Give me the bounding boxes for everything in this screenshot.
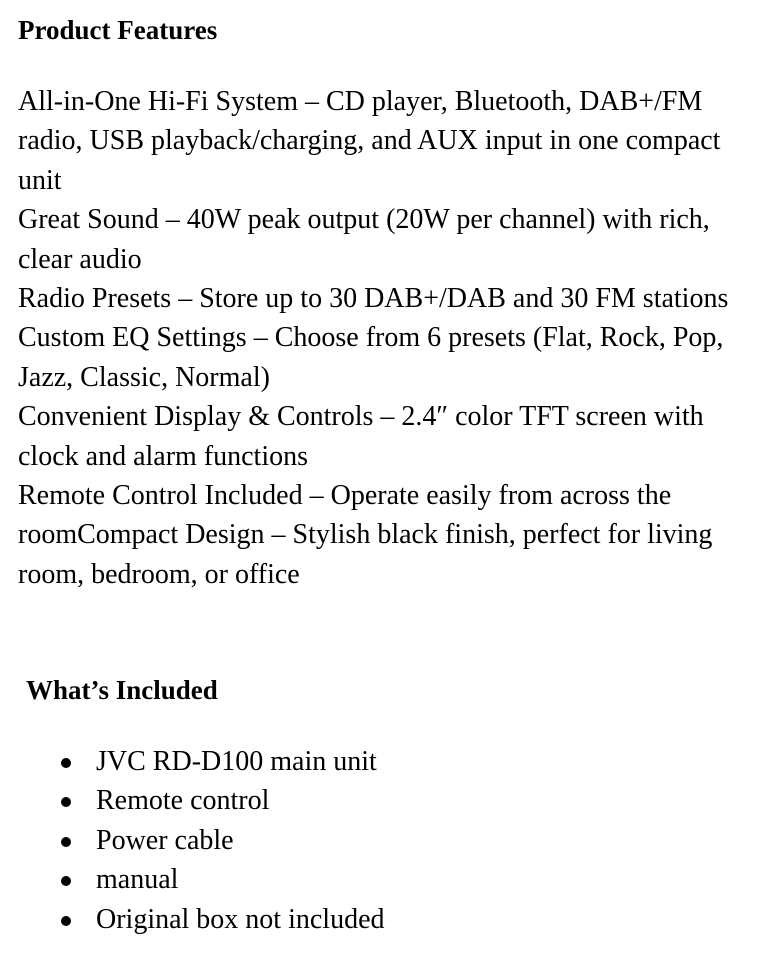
- bullet-icon: [61, 758, 71, 768]
- bullet-icon: [61, 876, 71, 886]
- bullet-icon: [61, 797, 71, 807]
- feature-all-in-one: All-in-One Hi-Fi System – CD player, Bluetooth, DAB+/FM radio, USB playback/charging, and AUX input in one compact unit: [18, 86, 721, 196]
- whats-included-list: [0, 742, 385, 939]
- included-item-remote-control: Remote control: [96, 785, 270, 817]
- product-features-heading: Product Features: [18, 15, 218, 45]
- list-item: [0, 900, 385, 939]
- feature-custom-eq: Custom EQ Settings – Choose from 6 presets (Flat, Rock, Pop, Jazz, Classic, Normal): [18, 322, 724, 393]
- list-item: [0, 742, 385, 781]
- feature-radio-presets: Radio Presets – Store up to 30 DAB+/DAB and 30 FM stations: [18, 283, 729, 315]
- whats-included-heading: What’s Included: [26, 675, 218, 705]
- list-item: [0, 860, 385, 899]
- feature-display-controls: Convenient Display & Controls – 2.4″ color TFT screen with clock and alarm functions: [18, 401, 704, 472]
- bullet-icon: [61, 916, 71, 926]
- included-item-original-box: Original box not included: [96, 903, 385, 935]
- included-item-manual: manual: [96, 864, 179, 896]
- feature-remote-compact-design: Remote Control Included – Operate easily from across the roomCompact Design – Stylish black finish, perfect for living room, bedroom, or office: [18, 480, 713, 590]
- included-item-power-cable: Power cable: [96, 824, 234, 856]
- list-item: [0, 781, 385, 820]
- list-item: [0, 821, 385, 860]
- bullet-icon: [61, 837, 71, 847]
- product-features-list: [18, 82, 753, 594]
- included-item-main-unit: JVC RD-D100 main unit: [96, 746, 377, 777]
- feature-great-sound: Great Sound – 40W peak output (20W per channel) with rich, clear audio: [18, 204, 710, 275]
